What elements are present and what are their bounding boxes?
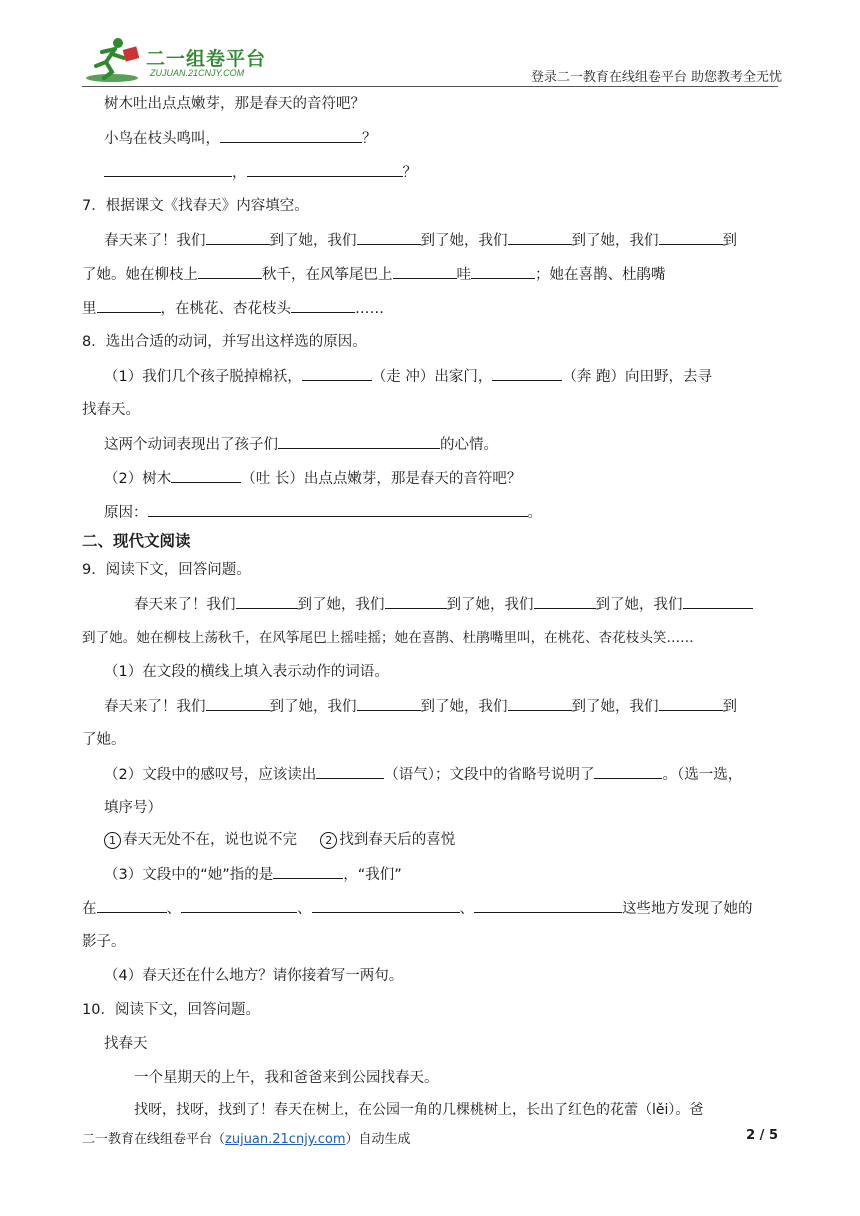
text-line: 春天来了！我们 到了她，我们 到了她，我们 到了她，我们 到 [104, 230, 804, 251]
text-line: 原因： 。 [104, 502, 804, 523]
text-line: 一个星期天的上午，我和爸爸来到公园找春天。 [134, 1070, 439, 1086]
question-7: 7．根据课文《找春天》内容填空。 [82, 198, 309, 214]
text-line: 春天来了！我们 到了她，我们 到了她，我们 到了她，我们 [134, 594, 834, 615]
text-line: 填序号） [104, 800, 162, 816]
option-number: 2 [320, 832, 337, 849]
text-line: ， ？ [104, 162, 804, 183]
text-line: （1）在文段的横线上填入表示动作的词语。 [104, 664, 389, 680]
page-header [82, 34, 782, 86]
text-line: （2）文段中的感叹号，应该读出 （语气）；文段中的省略号说明了 。（选一选， [104, 764, 804, 785]
text-line: 找呀，找呀，找到了！春天在树上，在公园一角的几棵桃树上，长出了红色的花蕾（lěi）。爸 [134, 1102, 704, 1118]
text-line: （1）我们几个孩子脱掉棉袄， （走 冲）出家门， （奔 跑）向田野，去寻 [104, 366, 804, 387]
footer-source: 二一教育在线组卷平台（zujuan.21cnjy.com）自动生成 [82, 1132, 411, 1147]
option-text: 春天无处不在，说也说不完 [123, 832, 297, 848]
text-line: 到了她。她在柳枝上荡秋千，在风筝尾巴上摇哇摇；她在喜鹊、杜鹃嘴里叫，在桃花、杏花枝头笑…… [82, 630, 694, 646]
option-text: 找到春天后的喜悦 [339, 832, 456, 848]
text-line: （3）文段中的“她”指的是 ，“我们” [104, 864, 804, 885]
text-line: 了她。她在柳枝上 秋千，在风筝尾巴上 哇 ；她在喜鹊、杜鹃嘴 [82, 264, 782, 285]
text-line: 找春天。 [82, 402, 140, 418]
running-figure-icon [82, 34, 144, 84]
text-line: 树木吐出点点嫩芽，那是春天的音符吧？ [104, 96, 365, 112]
text-line: 这两个动词表现出了孩子们 的心情。 [104, 434, 804, 455]
text-line: 在 、 、 、 这些地方发现了她的 [82, 898, 782, 919]
brand-url: ZUJUAN.21CNJY.COM [150, 68, 245, 78]
footer-link[interactable]: zujuan.21cnjy.com [225, 1132, 346, 1147]
header-slogan: 登录二一教育在线组卷平台 助您教考全无忧 [530, 70, 782, 85]
text-line: （2）树木 （吐 长）出点点嫩芽，那是春天的音符吧？ [104, 468, 804, 489]
question-10: 10．阅读下文，回答问题。 [82, 1002, 260, 1018]
text-line: （4）春天还在什么地方？请你接着写一两句。 [104, 968, 404, 984]
question-9: 9．阅读下文，回答问题。 [82, 562, 251, 578]
passage-title: 找春天 [104, 1036, 148, 1052]
text-line: 春天来了！我们 到了她，我们 到了她，我们 到了她，我们 到 [104, 696, 804, 717]
section-heading: 二、现代文阅读 [82, 532, 191, 550]
text-line: 影子。 [82, 934, 126, 950]
question-8: 8．选出合适的动词，并写出这样选的原因。 [82, 334, 367, 350]
text-line: 里 ，在桃花、杏花枝头 …… [82, 298, 782, 319]
page-number: 2 / 5 [746, 1128, 778, 1143]
header-divider [82, 86, 778, 87]
brand-logo [82, 34, 282, 86]
options-line [104, 830, 804, 850]
text-line: 小鸟在枝头鸣叫， ？ [104, 128, 804, 149]
option-number: 1 [104, 832, 121, 849]
text-line: 了她。 [82, 732, 126, 748]
brand-name: 二一组卷平台 [146, 48, 267, 70]
